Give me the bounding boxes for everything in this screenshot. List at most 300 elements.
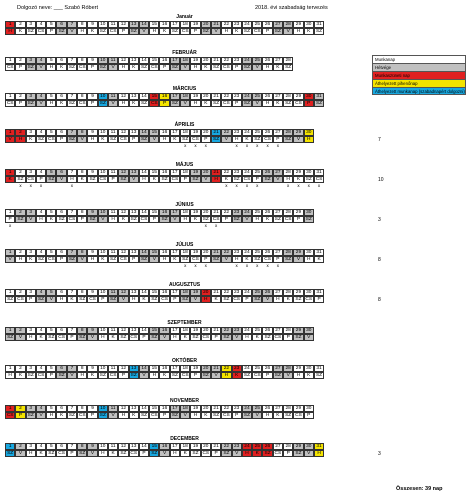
day-cell[interactable]: 8 — [77, 93, 87, 100]
day-cell[interactable]: 26 — [262, 93, 272, 100]
leave-mark[interactable] — [15, 107, 25, 112]
leave-mark[interactable] — [149, 71, 159, 76]
leave-mark[interactable] — [180, 303, 190, 308]
leave-mark[interactable] — [139, 341, 149, 346]
day-cell[interactable]: 19 — [190, 209, 200, 216]
leave-mark[interactable] — [108, 223, 118, 228]
leave-mark[interactable] — [26, 263, 36, 268]
day-cell[interactable]: 10 — [98, 209, 108, 216]
leave-mark[interactable] — [283, 457, 293, 462]
day-cell[interactable]: 20 — [201, 129, 211, 136]
day-cell[interactable]: 1 — [5, 93, 15, 100]
day-cell[interactable]: 9 — [87, 289, 97, 296]
leave-mark[interactable] — [26, 107, 36, 112]
leave-mark[interactable] — [108, 263, 118, 268]
day-cell[interactable]: 6 — [56, 405, 66, 412]
day-cell[interactable]: 11 — [108, 57, 118, 64]
day-cell[interactable]: 18 — [180, 405, 190, 412]
day-cell[interactable]: 5 — [46, 249, 56, 256]
leave-mark[interactable] — [211, 419, 221, 424]
leave-mark[interactable] — [46, 223, 56, 228]
leave-mark[interactable] — [56, 71, 66, 76]
day-cell[interactable]: 4 — [36, 365, 46, 372]
leave-mark[interactable] — [170, 263, 180, 268]
day-cell[interactable]: 25 — [252, 209, 262, 216]
leave-mark[interactable] — [201, 71, 211, 76]
day-cell[interactable]: 9 — [87, 169, 97, 176]
leave-mark[interactable] — [56, 223, 66, 228]
day-cell[interactable]: 13 — [129, 249, 139, 256]
day-cell[interactable]: 18 — [180, 169, 190, 176]
day-cell[interactable]: 8 — [77, 169, 87, 176]
leave-mark[interactable] — [180, 379, 190, 384]
leave-mark[interactable] — [139, 223, 149, 228]
leave-mark[interactable] — [221, 35, 231, 40]
leave-mark[interactable] — [139, 379, 149, 384]
day-cell[interactable]: 19 — [190, 289, 200, 296]
day-cell[interactable]: 22 — [221, 443, 231, 450]
leave-mark[interactable] — [108, 183, 118, 188]
day-cell[interactable]: 1 — [5, 443, 15, 450]
day-cell[interactable]: 12 — [118, 443, 128, 450]
leave-mark[interactable] — [139, 419, 149, 424]
leave-mark[interactable]: x — [19, 183, 22, 188]
day-cell[interactable]: 13 — [129, 405, 139, 412]
day-cell[interactable]: 7 — [67, 129, 77, 136]
day-cell[interactable]: 20 — [201, 93, 211, 100]
day-cell[interactable]: 1 — [5, 289, 15, 296]
day-cell[interactable]: 7 — [67, 405, 77, 412]
day-cell[interactable]: 30 — [304, 443, 314, 450]
leave-mark[interactable] — [67, 457, 77, 462]
leave-mark[interactable] — [87, 457, 97, 462]
day-cell[interactable]: 17 — [170, 249, 180, 256]
leave-mark[interactable] — [15, 419, 25, 424]
leave-mark[interactable] — [252, 35, 262, 40]
leave-mark[interactable] — [232, 107, 242, 112]
leave-mark[interactable] — [180, 457, 190, 462]
day-cell[interactable]: 1 — [5, 249, 15, 256]
leave-mark[interactable] — [26, 457, 36, 462]
leave-mark[interactable] — [190, 379, 200, 384]
day-cell[interactable]: 16 — [159, 289, 169, 296]
leave-mark[interactable] — [190, 35, 200, 40]
day-cell[interactable]: 2 — [15, 289, 25, 296]
leave-mark[interactable] — [211, 303, 221, 308]
day-cell[interactable]: 17 — [170, 405, 180, 412]
day-cell[interactable]: 14 — [139, 327, 149, 334]
day-cell[interactable]: 16 — [159, 129, 169, 136]
day-cell[interactable]: 19 — [190, 443, 200, 450]
day-cell[interactable]: 28 — [283, 129, 293, 136]
day-cell[interactable]: 13 — [129, 289, 139, 296]
day-cell[interactable]: 11 — [108, 289, 118, 296]
day-cell[interactable]: 11 — [108, 405, 118, 412]
leave-mark[interactable] — [98, 223, 108, 228]
leave-mark[interactable]: x — [287, 183, 290, 188]
day-cell[interactable]: 19 — [190, 365, 200, 372]
leave-mark[interactable] — [201, 303, 211, 308]
leave-mark[interactable] — [26, 143, 36, 148]
leave-mark[interactable] — [129, 379, 139, 384]
leave-mark[interactable] — [180, 341, 190, 346]
day-cell[interactable]: 28 — [283, 21, 293, 28]
day-cell[interactable]: 31 — [314, 21, 324, 28]
leave-mark[interactable] — [26, 419, 36, 424]
day-cell[interactable]: 6 — [56, 129, 66, 136]
leave-mark[interactable] — [252, 457, 262, 462]
day-cell[interactable]: 18 — [180, 327, 190, 334]
day-cell[interactable]: 22 — [221, 249, 231, 256]
leave-mark[interactable] — [293, 379, 303, 384]
leave-mark[interactable] — [211, 457, 221, 462]
leave-mark[interactable] — [283, 341, 293, 346]
leave-mark[interactable] — [304, 263, 314, 268]
day-cell[interactable]: 2 — [15, 169, 25, 176]
day-cell[interactable]: 26 — [262, 405, 272, 412]
leave-mark[interactable] — [232, 419, 242, 424]
leave-mark[interactable] — [304, 143, 314, 148]
leave-mark[interactable]: x — [317, 183, 321, 188]
leave-mark[interactable] — [293, 419, 303, 424]
day-cell[interactable]: 29 — [293, 21, 303, 28]
day-cell[interactable]: 9 — [87, 327, 97, 334]
day-cell[interactable]: 4 — [36, 169, 46, 176]
day-cell[interactable]: 14 — [139, 21, 149, 28]
day-cell[interactable]: 27 — [273, 405, 283, 412]
day-cell[interactable]: 8 — [77, 405, 87, 412]
leave-mark[interactable] — [5, 107, 15, 112]
leave-mark[interactable] — [170, 457, 180, 462]
day-cell[interactable]: 4 — [36, 327, 46, 334]
leave-mark[interactable] — [108, 303, 118, 308]
day-cell[interactable]: 4 — [36, 129, 46, 136]
day-cell[interactable]: 21 — [211, 129, 221, 136]
day-cell[interactable]: 7 — [67, 93, 77, 100]
day-cell[interactable]: 11 — [108, 129, 118, 136]
leave-mark[interactable] — [15, 457, 25, 462]
leave-mark[interactable] — [98, 183, 108, 188]
leave-mark[interactable] — [77, 419, 87, 424]
leave-mark[interactable] — [293, 107, 303, 112]
day-cell[interactable]: 13 — [129, 327, 139, 334]
leave-mark[interactable]: x — [214, 223, 218, 228]
day-cell[interactable]: 15 — [149, 405, 159, 412]
day-cell[interactable]: 12 — [118, 365, 128, 372]
day-cell[interactable]: 31 — [314, 93, 324, 100]
day-cell[interactable]: 11 — [108, 327, 118, 334]
leave-mark[interactable]: x — [256, 183, 259, 188]
day-cell[interactable]: 6 — [56, 327, 66, 334]
leave-mark[interactable] — [87, 419, 97, 424]
day-cell[interactable]: 21 — [211, 209, 221, 216]
leave-mark[interactable] — [87, 303, 97, 308]
day-cell[interactable]: 11 — [108, 365, 118, 372]
day-cell[interactable]: 17 — [170, 289, 180, 296]
leave-mark[interactable] — [98, 71, 108, 76]
leave-mark[interactable] — [15, 303, 25, 308]
day-cell[interactable]: 29 — [293, 327, 303, 334]
leave-mark[interactable]: x — [194, 143, 197, 148]
day-cell[interactable]: 15 — [149, 57, 159, 64]
day-cell[interactable]: 24 — [242, 169, 252, 176]
leave-mark[interactable] — [46, 183, 56, 188]
day-cell[interactable]: 24 — [242, 21, 252, 28]
day-cell[interactable]: 18 — [180, 57, 190, 64]
day-cell[interactable]: 1 — [5, 169, 15, 176]
leave-mark[interactable]: x — [39, 183, 43, 188]
leave-mark[interactable] — [56, 379, 66, 384]
leave-mark[interactable] — [170, 341, 180, 346]
leave-mark[interactable] — [242, 341, 252, 346]
leave-mark[interactable] — [36, 107, 46, 112]
day-cell[interactable]: 13 — [129, 129, 139, 136]
day-cell[interactable]: 6 — [56, 57, 66, 64]
day-cell[interactable]: 24 — [242, 365, 252, 372]
day-cell[interactable]: 21 — [211, 365, 221, 372]
leave-mark[interactable] — [242, 223, 252, 228]
day-cell[interactable]: 6 — [56, 93, 66, 100]
leave-mark[interactable]: x — [245, 183, 249, 188]
leave-mark[interactable] — [77, 457, 87, 462]
leave-mark[interactable] — [232, 223, 242, 228]
leave-mark[interactable] — [190, 303, 200, 308]
leave-mark[interactable] — [159, 71, 169, 76]
day-cell[interactable]: 26 — [262, 443, 272, 450]
day-cell[interactable]: 23 — [232, 57, 242, 64]
day-cell[interactable]: 19 — [190, 169, 200, 176]
day-cell[interactable]: 7 — [67, 21, 77, 28]
leave-mark[interactable] — [56, 183, 66, 188]
leave-mark[interactable] — [46, 341, 56, 346]
leave-mark[interactable] — [139, 263, 149, 268]
leave-mark[interactable] — [5, 71, 15, 76]
leave-mark[interactable] — [46, 263, 56, 268]
leave-mark[interactable] — [273, 35, 283, 40]
day-cell[interactable]: 3 — [26, 209, 36, 216]
leave-mark[interactable] — [293, 223, 303, 228]
leave-mark[interactable]: x — [29, 183, 32, 188]
day-cell[interactable]: 1 — [5, 57, 15, 64]
day-cell[interactable]: 4 — [36, 209, 46, 216]
day-cell[interactable]: 3 — [26, 57, 36, 64]
leave-mark[interactable] — [242, 457, 252, 462]
day-cell[interactable]: 24 — [242, 443, 252, 450]
day-cell[interactable]: 18 — [180, 289, 190, 296]
day-cell[interactable]: 3 — [26, 365, 36, 372]
day-cell[interactable]: 14 — [139, 249, 149, 256]
day-cell[interactable]: 22 — [221, 209, 231, 216]
leave-mark[interactable] — [56, 35, 66, 40]
day-cell[interactable]: 7 — [67, 249, 77, 256]
leave-mark[interactable] — [139, 35, 149, 40]
day-cell[interactable]: 17 — [170, 365, 180, 372]
day-cell[interactable]: 22 — [221, 365, 231, 372]
leave-mark[interactable] — [159, 419, 169, 424]
day-cell[interactable]: 6 — [56, 289, 66, 296]
day-cell[interactable]: 19 — [190, 93, 200, 100]
day-cell[interactable]: 13 — [129, 57, 139, 64]
leave-mark[interactable] — [262, 457, 272, 462]
leave-mark[interactable] — [15, 35, 25, 40]
leave-mark[interactable] — [36, 71, 46, 76]
leave-mark[interactable] — [56, 107, 66, 112]
leave-mark[interactable] — [26, 35, 36, 40]
leave-mark[interactable] — [304, 35, 314, 40]
day-cell[interactable]: 1 — [5, 21, 15, 28]
day-cell[interactable]: 4 — [36, 443, 46, 450]
leave-mark[interactable] — [149, 263, 159, 268]
day-cell[interactable]: 7 — [67, 57, 77, 64]
day-cell[interactable]: 8 — [77, 249, 87, 256]
leave-mark[interactable] — [304, 107, 314, 112]
leave-mark[interactable] — [262, 419, 272, 424]
leave-mark[interactable] — [170, 303, 180, 308]
leave-mark[interactable] — [232, 341, 242, 346]
day-cell[interactable]: 27 — [273, 289, 283, 296]
leave-mark[interactable] — [67, 143, 77, 148]
day-cell[interactable]: 17 — [170, 209, 180, 216]
day-cell[interactable]: 8 — [77, 57, 87, 64]
leave-mark[interactable] — [98, 35, 108, 40]
day-cell[interactable]: 8 — [77, 365, 87, 372]
leave-mark[interactable] — [304, 457, 314, 462]
day-cell[interactable]: 16 — [159, 93, 169, 100]
leave-mark[interactable]: x — [245, 143, 249, 148]
leave-mark[interactable] — [129, 71, 139, 76]
leave-mark[interactable] — [67, 223, 77, 228]
leave-mark[interactable] — [211, 143, 221, 148]
leave-mark[interactable] — [304, 223, 314, 228]
day-cell[interactable]: 19 — [190, 129, 200, 136]
leave-mark[interactable] — [293, 263, 303, 268]
leave-mark[interactable] — [159, 379, 169, 384]
day-cell[interactable]: 20 — [201, 209, 211, 216]
day-cell[interactable]: 6 — [56, 365, 66, 372]
day-cell[interactable]: 14 — [139, 405, 149, 412]
day-cell[interactable]: 27 — [273, 327, 283, 334]
day-cell[interactable]: 25 — [252, 289, 262, 296]
leave-mark[interactable] — [211, 341, 221, 346]
leave-mark[interactable] — [314, 107, 324, 112]
leave-mark[interactable] — [252, 419, 262, 424]
day-cell[interactable]: 16 — [159, 169, 169, 176]
leave-mark[interactable] — [273, 457, 283, 462]
day-cell[interactable]: 22 — [221, 327, 231, 334]
day-cell[interactable]: 27 — [273, 57, 283, 64]
day-cell[interactable]: 23 — [232, 21, 242, 28]
leave-mark[interactable] — [211, 107, 221, 112]
leave-mark[interactable] — [87, 341, 97, 346]
day-cell[interactable]: 15 — [149, 169, 159, 176]
day-cell[interactable]: 9 — [87, 249, 97, 256]
leave-mark[interactable] — [159, 223, 169, 228]
day-cell[interactable]: 14 — [139, 209, 149, 216]
leave-mark[interactable] — [118, 35, 128, 40]
leave-mark[interactable] — [5, 303, 15, 308]
leave-mark[interactable] — [5, 379, 15, 384]
leave-mark[interactable] — [67, 107, 77, 112]
day-cell[interactable]: 6 — [56, 21, 66, 28]
leave-mark[interactable] — [232, 35, 242, 40]
leave-mark[interactable] — [87, 183, 97, 188]
leave-mark[interactable] — [87, 143, 97, 148]
day-cell[interactable]: 22 — [221, 129, 231, 136]
day-cell[interactable]: 7 — [67, 327, 77, 334]
leave-mark[interactable] — [98, 143, 108, 148]
leave-mark[interactable] — [180, 223, 190, 228]
leave-mark[interactable] — [36, 223, 46, 228]
day-cell[interactable]: 3 — [26, 21, 36, 28]
leave-mark[interactable] — [170, 143, 180, 148]
leave-mark[interactable] — [170, 71, 180, 76]
leave-mark[interactable] — [180, 71, 190, 76]
leave-mark[interactable] — [262, 107, 272, 112]
leave-mark[interactable] — [129, 457, 139, 462]
day-cell[interactable]: 5 — [46, 169, 56, 176]
day-cell[interactable]: 3 — [26, 169, 36, 176]
day-cell[interactable]: 30 — [304, 249, 314, 256]
day-cell[interactable]: 5 — [46, 365, 56, 372]
day-cell[interactable]: 29 — [293, 169, 303, 176]
leave-mark[interactable] — [108, 341, 118, 346]
day-cell[interactable]: 25 — [252, 21, 262, 28]
leave-mark[interactable] — [262, 35, 272, 40]
day-cell[interactable]: 30 — [304, 327, 314, 334]
leave-mark[interactable] — [293, 341, 303, 346]
leave-mark[interactable] — [180, 183, 190, 188]
day-cell[interactable]: 22 — [221, 93, 231, 100]
day-cell[interactable]: 3 — [26, 327, 36, 334]
day-cell[interactable]: 1 — [5, 129, 15, 136]
day-cell[interactable]: 3 — [26, 129, 36, 136]
day-cell[interactable]: 25 — [252, 169, 262, 176]
day-cell[interactable]: 31 — [314, 289, 324, 296]
day-cell[interactable]: 20 — [201, 405, 211, 412]
leave-mark[interactable] — [262, 303, 272, 308]
leave-mark[interactable] — [118, 419, 128, 424]
day-cell[interactable]: 17 — [170, 443, 180, 450]
day-cell[interactable]: 7 — [67, 169, 77, 176]
leave-mark[interactable]: x — [70, 183, 74, 188]
day-cell[interactable]: 25 — [252, 443, 262, 450]
day-cell[interactable]: 21 — [211, 443, 221, 450]
day-cell[interactable]: 23 — [232, 327, 242, 334]
day-cell[interactable]: 12 — [118, 129, 128, 136]
day-cell[interactable]: 26 — [262, 327, 272, 334]
day-cell[interactable]: 12 — [118, 405, 128, 412]
leave-mark[interactable] — [201, 341, 211, 346]
day-cell[interactable]: 3 — [26, 405, 36, 412]
leave-mark[interactable] — [56, 303, 66, 308]
leave-mark[interactable] — [139, 457, 149, 462]
leave-mark[interactable] — [232, 457, 242, 462]
leave-mark[interactable] — [159, 107, 169, 112]
leave-mark[interactable] — [190, 457, 200, 462]
day-cell[interactable]: 28 — [283, 209, 293, 216]
day-cell[interactable]: 2 — [15, 209, 25, 216]
day-cell[interactable]: 27 — [273, 249, 283, 256]
leave-mark[interactable]: x — [256, 263, 259, 268]
leave-mark[interactable] — [118, 303, 128, 308]
leave-mark[interactable] — [15, 71, 25, 76]
day-cell[interactable]: 5 — [46, 327, 56, 334]
leave-mark[interactable]: x — [266, 263, 269, 268]
day-cell[interactable]: 17 — [170, 93, 180, 100]
day-cell[interactable]: 6 — [56, 443, 66, 450]
leave-mark[interactable] — [118, 183, 128, 188]
leave-mark[interactable] — [149, 143, 159, 148]
